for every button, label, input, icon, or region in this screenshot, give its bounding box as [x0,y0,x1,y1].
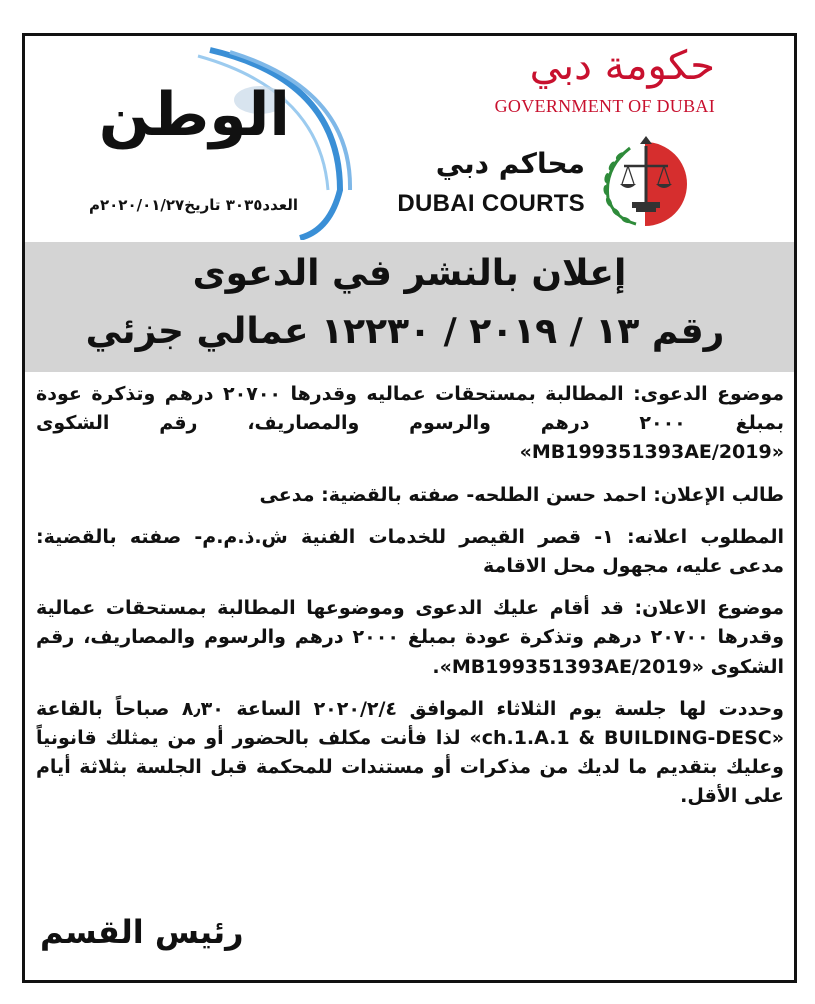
issue-number-date: العدد٣٠٣٥ تاريخ٢٠٢٠/٠١/٢٧م [88,196,298,214]
announcement-title: إعلان بالنشر في الدعوى [192,253,627,294]
newspaper-name: الوطن [98,80,290,150]
signature-department-head: رئيس القسم [40,913,244,951]
hearing-details-paragraph: وحددت لها جلسة يوم الثلاثاء الموافق ٢٠٢٠/٢/٤ الساعة ٨٫٣٠ صباحاً بالقاعة «ch.1.A.1 & BUILDING-DESC» لذا فأنت مكلف بالحضور أو من يمثلك قانونياً وعليك بتقديم ما لديك من مذكرات أو مستندات للمحكمة قبل الجلسة بثلاثة أيام على الأقل. [36,697,784,808]
dubai-courts-emblem-icon [590,132,700,232]
government-logo-english-text: GOVERNMENT OF DUBAI [494,96,715,116]
dubai-courts-english-name: DUBAI COURTS [397,190,585,217]
case-subject-paragraph: موضوع الدعوى: المطالبة بمستحقات عماليه وقدرها ٢٠٧٠٠ درهم وتذكرة عودة بمبلغ ٢٠٠٠ درهم والرسوم والمصاريف، رقم الشكوى «MB199351393AE/2019» [36,383,785,464]
announcement-body [36,380,784,825]
government-of-dubai-logo [475,44,715,124]
announcement-title-band [25,242,794,372]
case-number: رقم ١٣ / ٢٠١٩ / ١٢٢٣٠ عمالي جزئي [85,311,725,352]
dubai-courts-arabic-name: محاكم دبي [435,147,585,180]
government-logo-arabic-text: حكومة دبي [529,43,715,89]
defendant-paragraph: المطلوب اعلانه: ١- قصر القيصر للخدمات الفنية ش.ذ.م.م- صفته بالقضية: مدعى عليه، مجهول محل الاقامة [36,525,784,578]
notice-subject-paragraph: موضوع الاعلان: قد أقام عليك الدعوى وموضوعها المطالبة بمستحقات عمالية وقدرها ٢٠٧٠٠ درهم وتذكرة عودة بمبلغ ٢٠٠٠ درهم والرسوم والمصاريف، رقم الشكوى «MB199351393AE/2019». [36,597,785,678]
claimant-paragraph: طالب الإعلان: احمد حسن الطلحه- صفته بالقضية: مدعى [259,483,784,506]
